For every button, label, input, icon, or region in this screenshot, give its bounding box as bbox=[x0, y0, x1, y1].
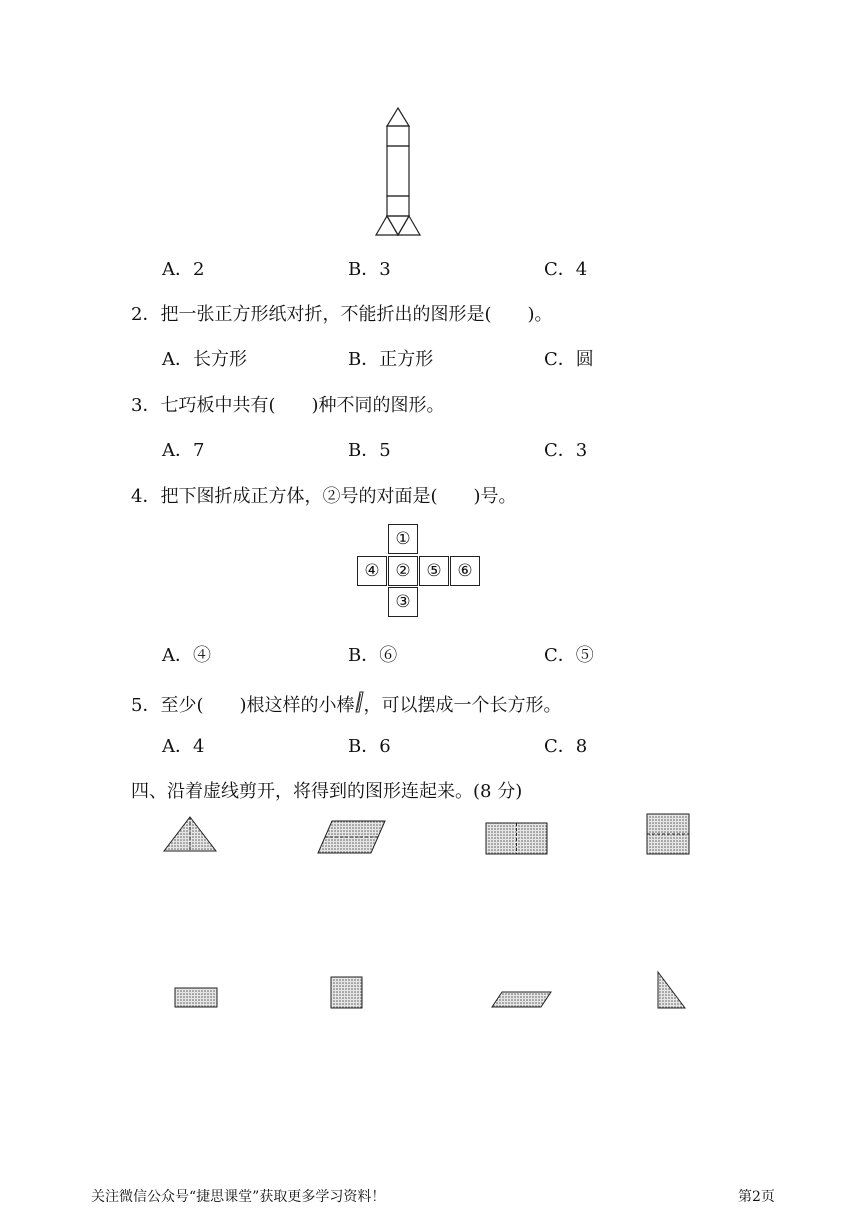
small-square bbox=[330, 976, 364, 1010]
q3-option-b: B．5 bbox=[348, 440, 391, 461]
q3-option-a: A．7 bbox=[162, 440, 205, 461]
q5-option-c: C．8 bbox=[544, 736, 588, 757]
q1-option-c: C．4 bbox=[544, 259, 588, 280]
q4-option-c: C．⑤ bbox=[544, 645, 594, 666]
q3-option-c: C．3 bbox=[544, 440, 588, 461]
question-5-text-before: 5．至少( )根这样的小棒 bbox=[131, 695, 355, 716]
q1-option-a: A．2 bbox=[162, 259, 205, 280]
q2-option-b: B．正方形 bbox=[348, 349, 434, 370]
q2-option-a: A．长方形 bbox=[162, 349, 247, 370]
page-number: 第2页 bbox=[738, 1189, 775, 1205]
triangle-with-cut-line bbox=[162, 815, 218, 855]
net-face-1: ① bbox=[388, 524, 418, 554]
question-4: 4．把下图折成正方体，②号的对面是( )号。 bbox=[131, 486, 517, 507]
q1-option-b: B．3 bbox=[348, 259, 391, 280]
q5-option-b: B．6 bbox=[348, 736, 391, 757]
question-3: 3．七巧板中共有( )种不同的图形。 bbox=[131, 395, 445, 416]
net-face-2: ② bbox=[388, 556, 418, 586]
q4-option-b: B．⑥ bbox=[348, 645, 398, 666]
q4-option-a: A．④ bbox=[162, 645, 211, 666]
q5-option-a: A．4 bbox=[162, 736, 205, 757]
small-rectangle bbox=[174, 987, 219, 1009]
question-2: 2．把一张正方形纸对折，不能折出的图形是( )。 bbox=[131, 304, 553, 325]
square-with-cut-line bbox=[646, 813, 691, 856]
question-5 bbox=[131, 691, 562, 717]
section-4-title: 四、沿着虚线剪开，将得到的图形连起来。(8 分) bbox=[131, 781, 523, 802]
small-right-triangle bbox=[656, 970, 688, 1012]
question-5-text-after: ，可以摆成一个长方形。 bbox=[363, 695, 562, 716]
stick-icon bbox=[355, 691, 364, 713]
net-face-4: ④ bbox=[357, 556, 387, 586]
small-parallelogram bbox=[490, 990, 554, 1010]
net-face-6: ⑥ bbox=[450, 556, 480, 586]
q2-option-c: C．圆 bbox=[544, 349, 594, 370]
footer-note: 关注微信公众号“捷思课堂”获取更多学习资料！ bbox=[91, 1189, 386, 1205]
net-face-3: ③ bbox=[388, 587, 418, 617]
cube-net bbox=[357, 524, 481, 618]
rocket-figure bbox=[372, 104, 424, 238]
rectangle-with-cut-line bbox=[485, 822, 549, 856]
net-face-5: ⑤ bbox=[419, 556, 449, 586]
parallelogram-with-cut-line bbox=[316, 818, 388, 856]
